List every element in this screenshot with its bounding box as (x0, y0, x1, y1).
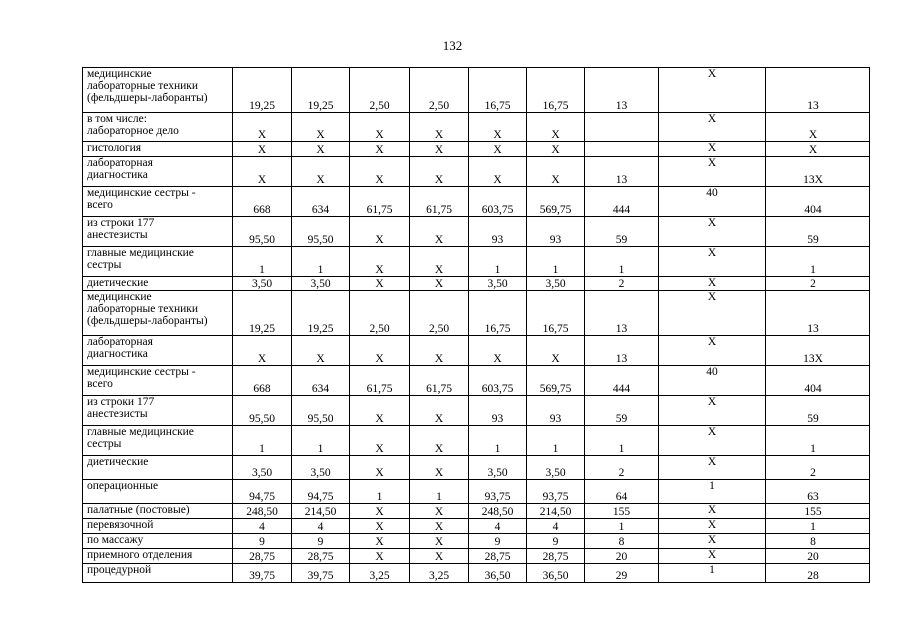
row-label-cell: из строки 177 анестезисты (83, 396, 233, 426)
value-cell: 13 (585, 336, 659, 366)
value-cell: 16,75 (527, 68, 585, 113)
value-cell: 2 (766, 277, 870, 291)
value-cell: 1 (585, 519, 659, 534)
value-cell: 3,25 (350, 564, 410, 583)
table-row (83, 519, 870, 534)
value-cell: 61,75 (410, 187, 469, 217)
value-cell: 3,50 (292, 277, 350, 291)
value-cell: 2 (766, 456, 870, 480)
value-cell: X (659, 549, 766, 564)
value-cell: 4 (292, 519, 350, 534)
value-cell: 2,50 (350, 68, 410, 113)
value-cell: 13X (766, 336, 870, 366)
value-cell: 36,50 (469, 564, 527, 583)
value-cell: 28,75 (469, 549, 527, 564)
value-cell: X (527, 113, 585, 142)
value-cell: X (350, 456, 410, 480)
value-cell: 1 (766, 426, 870, 456)
value-cell: 1 (469, 247, 527, 277)
value-cell: X (350, 504, 410, 519)
value-cell: X (410, 426, 469, 456)
value-cell: X (233, 113, 292, 142)
value-cell: X (292, 142, 350, 157)
value-cell: 9 (292, 534, 350, 549)
row-label-cell: медицинские лабораторные техники (фельдшеры-лаборанты) (83, 68, 233, 113)
value-cell: X (469, 142, 527, 157)
row-label-cell: в том числе: лабораторное дело (83, 113, 233, 142)
value-cell: 3,50 (292, 456, 350, 480)
value-cell: X (350, 426, 410, 456)
value-cell: X (350, 113, 410, 142)
value-cell: X (766, 142, 870, 157)
value-cell: X (659, 113, 766, 142)
value-cell: 59 (766, 217, 870, 247)
value-cell: 61,75 (350, 366, 410, 396)
value-cell: 569,75 (527, 366, 585, 396)
value-cell: 3,50 (469, 456, 527, 480)
value-cell: X (233, 157, 292, 187)
table-row (83, 480, 870, 504)
value-cell: X (659, 217, 766, 247)
value-cell: 63 (766, 480, 870, 504)
value-cell: 93,75 (527, 480, 585, 504)
value-cell: X (410, 504, 469, 519)
value-cell: 1 (350, 480, 410, 504)
value-cell: 3,50 (469, 277, 527, 291)
value-cell: X (350, 519, 410, 534)
value-cell: X (659, 247, 766, 277)
value-cell: 95,50 (292, 217, 350, 247)
value-cell: 95,50 (233, 396, 292, 426)
value-cell: 3,50 (527, 277, 585, 291)
value-cell: X (527, 142, 585, 157)
value-cell: 1 (292, 426, 350, 456)
table-row (83, 157, 870, 187)
value-cell: X (350, 157, 410, 187)
value-cell: 1 (585, 426, 659, 456)
value-cell: X (233, 142, 292, 157)
value-cell: X (659, 336, 766, 366)
value-cell: X (350, 534, 410, 549)
row-label-cell: лабораторная диагностика (83, 157, 233, 187)
value-cell: 40 (659, 366, 766, 396)
table-row (83, 68, 870, 113)
value-cell: 1 (659, 564, 766, 583)
table-row (83, 564, 870, 583)
row-label-cell: главные медицинские сестры (83, 247, 233, 277)
table-row (83, 277, 870, 291)
value-cell: 155 (766, 504, 870, 519)
value-cell: 59 (585, 217, 659, 247)
value-cell: 16,75 (469, 291, 527, 336)
value-cell: X (659, 157, 766, 187)
row-label-cell: перевязочной (83, 519, 233, 534)
value-cell: 1 (233, 426, 292, 456)
value-cell: 1 (585, 247, 659, 277)
value-cell: 603,75 (469, 187, 527, 217)
value-cell: 13 (585, 291, 659, 336)
value-cell: 9 (233, 534, 292, 549)
row-label-cell: лабораторная диагностика (83, 336, 233, 366)
value-cell: 29 (585, 564, 659, 583)
value-cell: 248,50 (233, 504, 292, 519)
value-cell: X (350, 142, 410, 157)
row-label-cell: медицинские лабораторные техники (фельдшеры-лаборанты) (83, 291, 233, 336)
value-cell: X (292, 157, 350, 187)
value-cell: X (350, 277, 410, 291)
table-row (83, 113, 870, 142)
value-cell: 634 (292, 366, 350, 396)
value-cell: 61,75 (410, 366, 469, 396)
row-label-cell: процедурной (83, 564, 233, 583)
value-cell: X (410, 456, 469, 480)
value-cell: X (410, 534, 469, 549)
value-cell: X (659, 291, 766, 336)
value-cell: 4 (527, 519, 585, 534)
value-cell: 444 (585, 187, 659, 217)
value-cell: 1 (410, 480, 469, 504)
value-cell: 1 (233, 247, 292, 277)
value-cell: X (350, 247, 410, 277)
table-row (83, 534, 870, 549)
value-cell: X (469, 336, 527, 366)
value-cell: 444 (585, 366, 659, 396)
value-cell: 16,75 (469, 68, 527, 113)
value-cell: 1 (527, 426, 585, 456)
table-row (83, 336, 870, 366)
value-cell: X (350, 549, 410, 564)
value-cell: X (527, 157, 585, 187)
value-cell: X (659, 519, 766, 534)
value-cell: 404 (766, 187, 870, 217)
value-cell: 3,50 (233, 456, 292, 480)
page-number: 132 (442, 38, 463, 53)
row-label-cell: операционные (83, 480, 233, 504)
value-cell: 28,75 (527, 549, 585, 564)
value-cell: X (659, 277, 766, 291)
value-cell: 95,50 (292, 396, 350, 426)
value-cell: 93 (469, 217, 527, 247)
value-cell: 59 (585, 396, 659, 426)
value-cell: 8 (766, 534, 870, 549)
row-label-cell: палатные (постовые) (83, 504, 233, 519)
row-label-cell: приемного отделения (83, 549, 233, 564)
value-cell: X (659, 396, 766, 426)
value-cell: 4 (469, 519, 527, 534)
table-row (83, 504, 870, 519)
value-cell: X (469, 157, 527, 187)
value-cell: X (410, 277, 469, 291)
value-cell: 1 (766, 247, 870, 277)
value-cell: 1 (292, 247, 350, 277)
value-cell: 13 (585, 68, 659, 113)
value-cell: 36,50 (527, 564, 585, 583)
value-cell: X (410, 113, 469, 142)
value-cell: X (350, 336, 410, 366)
value-cell: 2 (585, 456, 659, 480)
value-cell: X (410, 217, 469, 247)
value-cell: 19,25 (233, 68, 292, 113)
value-cell: 13 (585, 157, 659, 187)
value-cell: X (410, 549, 469, 564)
value-cell: X (527, 336, 585, 366)
value-cell: X (659, 504, 766, 519)
row-label-cell: диетические (83, 456, 233, 480)
value-cell: 13 (766, 291, 870, 336)
table-body (83, 68, 870, 583)
value-cell: X (350, 396, 410, 426)
row-label-cell: из строки 177 анестезисты (83, 217, 233, 247)
value-cell: X (410, 157, 469, 187)
value-cell: 59 (766, 396, 870, 426)
row-label-cell: по массажу (83, 534, 233, 549)
value-cell: X (233, 336, 292, 366)
value-cell: X (659, 142, 766, 157)
value-cell: 3,50 (527, 456, 585, 480)
value-cell: 13X (766, 157, 870, 187)
value-cell: 3,50 (233, 277, 292, 291)
table-row (83, 142, 870, 157)
value-cell: 61,75 (350, 187, 410, 217)
value-cell: 20 (585, 549, 659, 564)
value-cell: 1 (527, 247, 585, 277)
value-cell: 39,75 (233, 564, 292, 583)
value-cell: X (766, 113, 870, 142)
value-cell: X (410, 247, 469, 277)
table-row (83, 426, 870, 456)
row-label-cell: медицинские сестры - всего (83, 366, 233, 396)
value-cell: 28,75 (292, 549, 350, 564)
value-cell: 668 (233, 187, 292, 217)
value-cell: 93 (469, 396, 527, 426)
value-cell: 93 (527, 396, 585, 426)
value-cell: 9 (469, 534, 527, 549)
value-cell: X (410, 142, 469, 157)
value-cell: X (659, 534, 766, 549)
value-cell: 28 (766, 564, 870, 583)
value-cell: 9 (527, 534, 585, 549)
value-cell: 1 (766, 519, 870, 534)
row-label-cell: гистология (83, 142, 233, 157)
value-cell: 19,25 (292, 68, 350, 113)
value-cell: 155 (585, 504, 659, 519)
table-row (83, 247, 870, 277)
value-cell: 19,25 (233, 291, 292, 336)
value-cell: 2,50 (410, 291, 469, 336)
value-cell: X (469, 113, 527, 142)
value-cell: 569,75 (527, 187, 585, 217)
value-cell: 93,75 (469, 480, 527, 504)
value-cell: 28,75 (233, 549, 292, 564)
table-row (83, 291, 870, 336)
value-cell: X (410, 336, 469, 366)
value-cell: 248,50 (469, 504, 527, 519)
row-label-cell: диетические (83, 277, 233, 291)
value-cell: 8 (585, 534, 659, 549)
value-cell: 634 (292, 187, 350, 217)
value-cell: X (659, 456, 766, 480)
table-row (83, 187, 870, 217)
value-cell: 40 (659, 187, 766, 217)
value-cell (585, 113, 659, 142)
table-row (83, 217, 870, 247)
value-cell: X (292, 113, 350, 142)
value-cell: 4 (233, 519, 292, 534)
value-cell: X (292, 336, 350, 366)
value-cell: 16,75 (527, 291, 585, 336)
table-row (83, 366, 870, 396)
value-cell: 2 (585, 277, 659, 291)
value-cell: X (410, 519, 469, 534)
value-cell: 214,50 (527, 504, 585, 519)
table-row (83, 396, 870, 426)
staffing-table (82, 67, 870, 583)
value-cell: 64 (585, 480, 659, 504)
value-cell: 20 (766, 549, 870, 564)
value-cell: X (410, 396, 469, 426)
value-cell (585, 142, 659, 157)
value-cell: 1 (659, 480, 766, 504)
row-label-cell: медицинские сестры - всего (83, 187, 233, 217)
value-cell: X (659, 426, 766, 456)
value-cell: X (350, 217, 410, 247)
value-cell: 214,50 (292, 504, 350, 519)
row-label-cell: главные медицинские сестры (83, 426, 233, 456)
value-cell: 19,25 (292, 291, 350, 336)
value-cell: 2,50 (350, 291, 410, 336)
value-cell: 2,50 (410, 68, 469, 113)
value-cell: X (659, 68, 766, 113)
value-cell: 94,75 (233, 480, 292, 504)
value-cell: 603,75 (469, 366, 527, 396)
table-row (83, 456, 870, 480)
table-row (83, 549, 870, 564)
value-cell: 404 (766, 366, 870, 396)
value-cell: 95,50 (233, 217, 292, 247)
value-cell: 39,75 (292, 564, 350, 583)
value-cell: 94,75 (292, 480, 350, 504)
value-cell: 1 (469, 426, 527, 456)
value-cell: 3,25 (410, 564, 469, 583)
value-cell: 93 (527, 217, 585, 247)
value-cell: 668 (233, 366, 292, 396)
value-cell: 13 (766, 68, 870, 113)
